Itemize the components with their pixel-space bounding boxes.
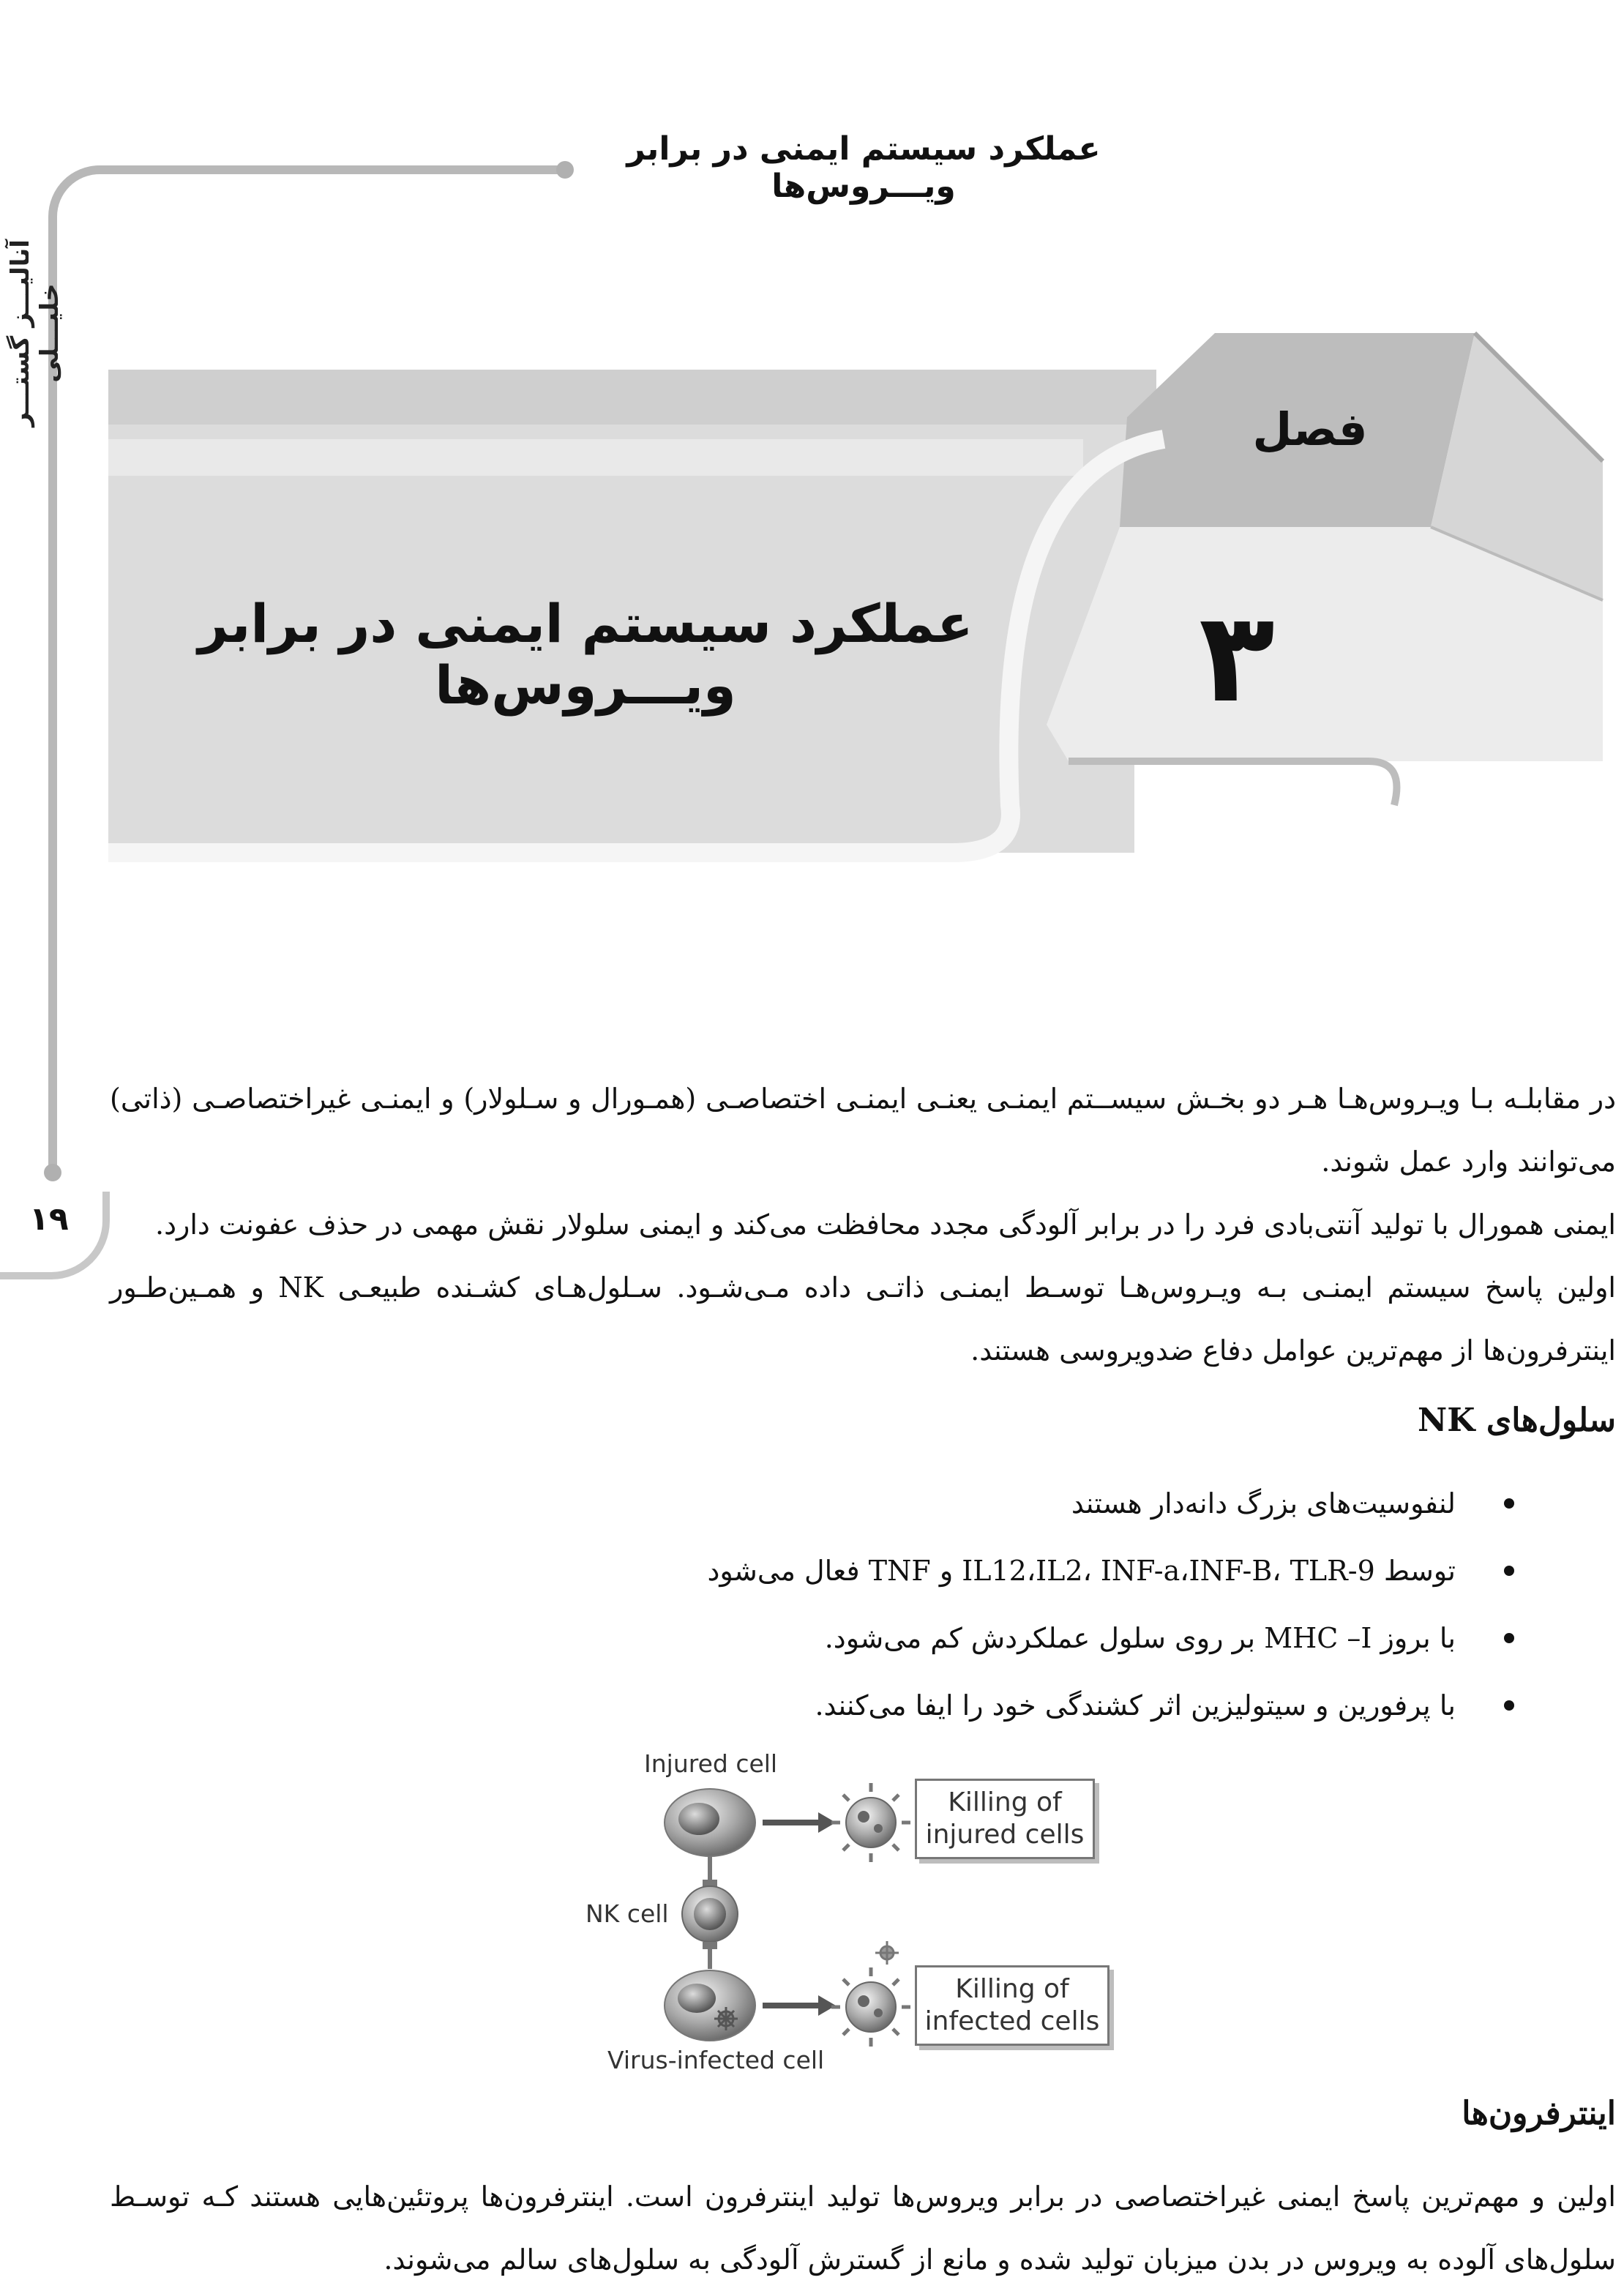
- killing-infected-box: Killing of infected cells: [915, 1965, 1110, 2046]
- apoptotic-cell-icon: [831, 1783, 910, 1862]
- label-nk-cell: NK cell: [585, 1899, 669, 1928]
- nk-cell-nucleus-icon: [694, 1898, 726, 1930]
- label-virus-infected-cell: Virus-infected cell: [607, 2046, 825, 2074]
- nk-cell-figure: [571, 1749, 1142, 2086]
- running-head: عملکرد سیستم ایمنی در برابر ویـــروس‌ها: [626, 130, 1101, 205]
- killing-injured-box: Killing of injured cells: [915, 1779, 1095, 1859]
- bullet-dot-icon: [1504, 1633, 1514, 1643]
- rail-dot-bottom: [44, 1164, 61, 1181]
- bullet-dot-icon: [1504, 1700, 1514, 1711]
- paragraph-innate: اولین پاسخ سیستم ایمنـی بـه ویـروس‌هـا توسـط ایمنـی ذاتـی داده مـی‌شـود. سـلول‌هـای کشـنده طبیعـی NK و همـین‌طـور اینترفرون‌ها از مهم‌ترین عوامل دفاع ضدویروسی هستند.: [110, 1271, 1616, 1367]
- page-number: ۱۹: [29, 1200, 69, 1238]
- infected-cell-nucleus-icon: [678, 1984, 716, 2013]
- list-item: با بروز MHC –I بر روی سلول عملکردش کم می‌شود.: [416, 1604, 1514, 1672]
- list-item: با پرفورین و سیتولیزین اثر کشندگی خود را ایفا می‌کنند.: [416, 1672, 1514, 1739]
- apoptotic-infected-cell-icon: [831, 1967, 910, 2047]
- injured-cell-nucleus-icon: [678, 1803, 719, 1835]
- chapter-number: ۳: [1199, 586, 1275, 730]
- side-tag: آنالیـــز گستـــر خلیـــلی: [6, 239, 64, 427]
- paragraph-humoral: ایمنی همورال با تولید آنتی‌بادی فرد را در برابر آلودگی مجدد محافظت می‌کند و ایمنی سلولار نقش مهمی در حذف عفونت دارد.: [154, 1208, 1616, 1241]
- released-virus-icon: [875, 1941, 899, 1965]
- interferon-section-heading: اینترفرون‌ها: [1462, 2095, 1616, 2132]
- label-injured-cell: Injured cell: [644, 1749, 778, 1778]
- paragraph-interferon: اولین و مهم‌ترین پاسخ ایمنی غیراختصاصی در برابر ویروس‌ها تولید اینترفرون است. اینترفرون‌ها پروتئین‌هایی هستند کـه توسـط سلول‌های آلوده به ویروس در بدن میزبان تولید شده و مانع از گسترش آلودگی به سلول‌های سالم می‌شوند.: [110, 2180, 1616, 2276]
- bullet-dot-icon: [1504, 1498, 1514, 1509]
- nk-section-heading: سلول‌های NK: [1418, 1402, 1616, 1439]
- bullet-dot-icon: [1504, 1566, 1514, 1576]
- nk-bullet-list: [416, 1470, 1514, 1739]
- banner-band-upper: [108, 370, 1156, 425]
- list-item: لنفوسیت‌های بزرگ دانه‌دار هستند: [416, 1470, 1514, 1537]
- paragraph-intro: در مقابلـه بـا ویـروس‌هـا هـر دو بخـش سیســتم ایمنـی یعنـی ایمنـی اختصاصـی (همـورال و سـلولار) و ایمنـی غیراختصاصـی (ذاتی) می‌توانند وارد عمل شوند.: [110, 1083, 1616, 1178]
- banner-band-white-strip: [108, 439, 1083, 476]
- list-item: توسط IL12،IL2، INF-a،INF-B، TLR-9 و TNF فعال می‌شود: [416, 1537, 1514, 1604]
- chapter-label: فصل: [1252, 403, 1368, 456]
- receptor-bottom-icon: [703, 1942, 717, 1949]
- chapter-title: عملکرد سیستم ایمنی در برابر ویـــروس‌ها: [198, 593, 973, 716]
